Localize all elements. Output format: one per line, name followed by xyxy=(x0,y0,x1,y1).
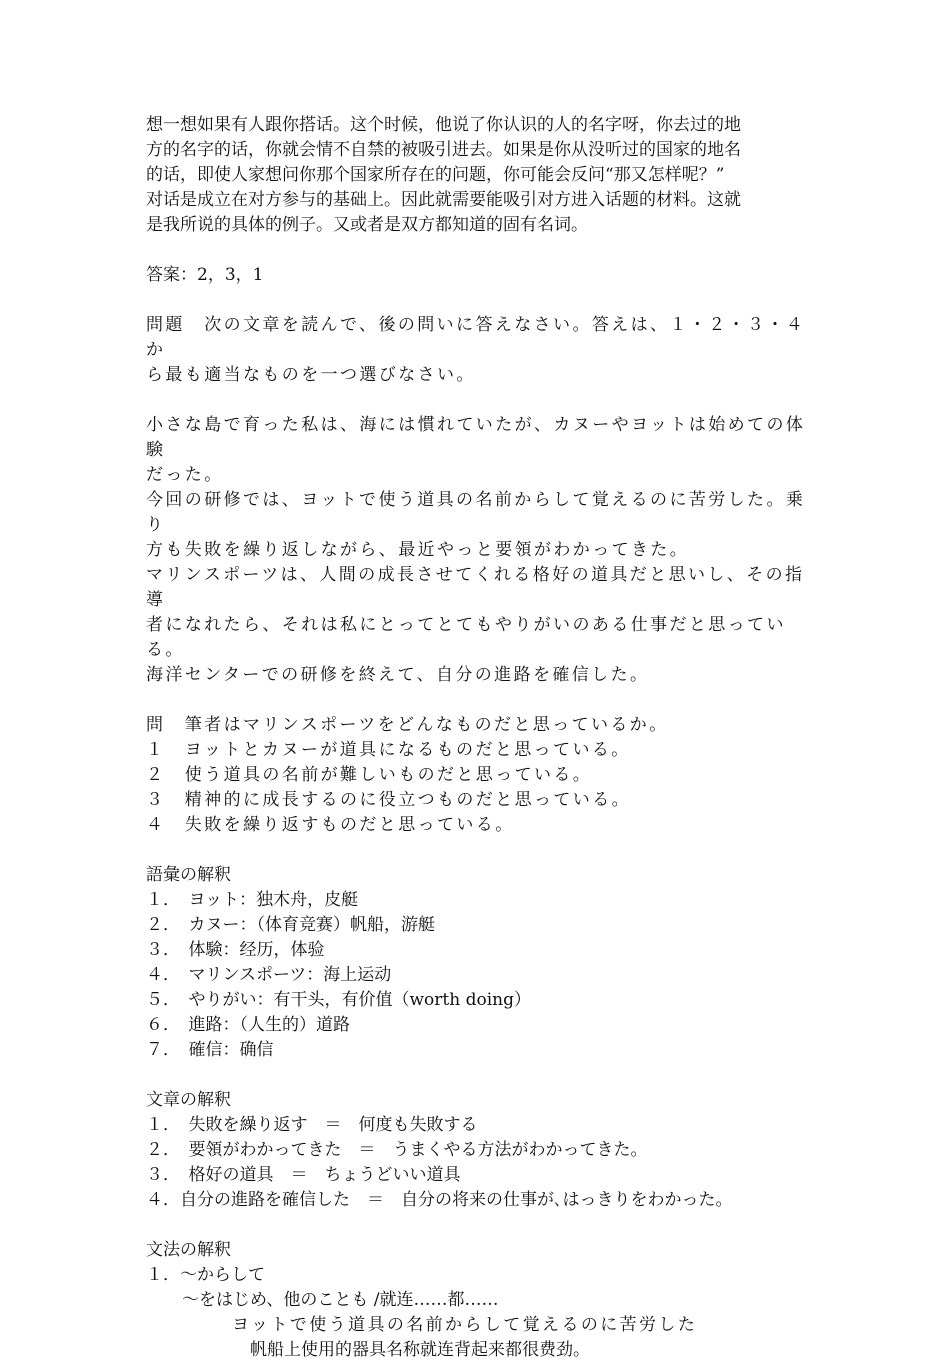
sentence-item: ４．自分の進路を確信した ＝ 自分の将来の仕事が､はっきりをわかった。 xyxy=(146,1190,733,1210)
vocab-heading: 語彙の解釈 xyxy=(146,865,231,885)
reading-passage xyxy=(146,413,816,688)
answer-option: ４ 失敗を繰り返すものだと思っている。 xyxy=(146,815,515,835)
answer-option: １ ヨットとカヌーが道具になるものだと思っている。 xyxy=(146,740,631,760)
instruction-line: ら最も適当なものを一つ選びなさい。 xyxy=(146,365,476,385)
vocab-item: ４． マリンスポーツ：海上运动 xyxy=(146,965,392,985)
sentence-heading: 文章の解釈 xyxy=(146,1090,231,1110)
question-block xyxy=(146,713,816,838)
grammar-section xyxy=(146,1238,816,1363)
passage-line: 今回の研修では、ヨットで使う道具の名前からして覚えるのに苦労した。乗り xyxy=(146,490,806,535)
passage-line: 小さな島で育った私は、海には慣れていたが、カヌーやヨットは始めての体験 xyxy=(146,415,806,460)
sentence-item: ３． 格好の道具 ＝ ちょうどいい道具 xyxy=(146,1165,461,1185)
passage-line: だった。 xyxy=(146,465,224,485)
document-page xyxy=(146,113,816,1363)
vocab-item: ５． やりがい：有干头，有价值（worth doing） xyxy=(146,990,531,1010)
grammar-example-jp: ヨットで使う道具の名前からして覚えるのに苦労した xyxy=(232,1315,698,1335)
instruction-line: 問題 次の文章を読んで、後の問いに答えなさい。答えは、１・２・３・４か xyxy=(146,315,806,360)
vocab-item: ２． カヌー：（体育竞赛）帆船，游艇 xyxy=(146,915,435,935)
grammar-example-cn: 帆船上使用的器具名称就连背起来都很费劲。 xyxy=(250,1340,590,1360)
answer-option: ２ 使う道具の名前が難しいものだと思っている。 xyxy=(146,765,593,785)
passage-line: 方も失敗を繰り返しながら、最近やっと要領がわかってきた。 xyxy=(146,540,690,560)
grammar-meaning: ～をはじめ、他のことも /就连……都…… xyxy=(182,1290,499,1310)
sentence-section xyxy=(146,1088,816,1213)
grammar-heading: 文法の解釈 xyxy=(146,1240,231,1260)
intro-line: 对话是成立在对方参与的基础上。因此就需要能吸引对方进入话题的材料。这就 xyxy=(146,190,741,210)
vocab-item: ６． 進路：（人生的）道路 xyxy=(146,1015,350,1035)
intro-line: 是我所说的具体的例子。又或者是双方都知道的固有名词。 xyxy=(146,215,588,235)
question-stem: 問 筆者はマリンスポーツをどんなものだと思っているか。 xyxy=(146,715,669,735)
question-instructions xyxy=(146,313,816,388)
passage-line: 海洋センターでの研修を終えて、自分の進路を確信した。 xyxy=(146,665,650,685)
vocab-item: １． ヨット：独木舟，皮艇 xyxy=(146,890,359,910)
intro-line: 想一想如果有人跟你搭话。这个时候，他说了你认识的人的名字呀，你去过的地 xyxy=(146,115,741,135)
vocab-section xyxy=(146,863,816,1063)
passage-line: 者になれたら、それは私にとってとてもやりがいのある仕事だと思っている。 xyxy=(146,615,786,660)
sentence-item: ２． 要領がわかってきた ＝ うまくやる方法がわかってきた。 xyxy=(146,1140,648,1160)
answer-option: ３ 精神的に成長するのに役立つものだと思っている。 xyxy=(146,790,631,810)
passage-line: マリンスポーツは、人間の成長させてくれる格好の道具だと思いし、その指導 xyxy=(146,565,805,610)
vocab-item: ３． 体験：经历，体验 xyxy=(146,940,325,960)
intro-line: 的话，即使人家想问你那个国家所存在的问题，你可能会反问“那又怎样呢？” xyxy=(146,165,725,185)
grammar-item-title: １．～からして xyxy=(146,1265,265,1285)
sentence-item: １． 失敗を繰り返す ＝ 何度も失敗する xyxy=(146,1115,478,1135)
intro-line: 方的名字的话，你就会情不自禁的被吸引进去。如果是你从没听过的国家的地名 xyxy=(146,140,741,160)
intro-paragraph xyxy=(146,113,816,238)
answer-line: 答案：2，3，1 xyxy=(146,265,264,285)
vocab-item: ７． 確信：确信 xyxy=(146,1040,274,1060)
